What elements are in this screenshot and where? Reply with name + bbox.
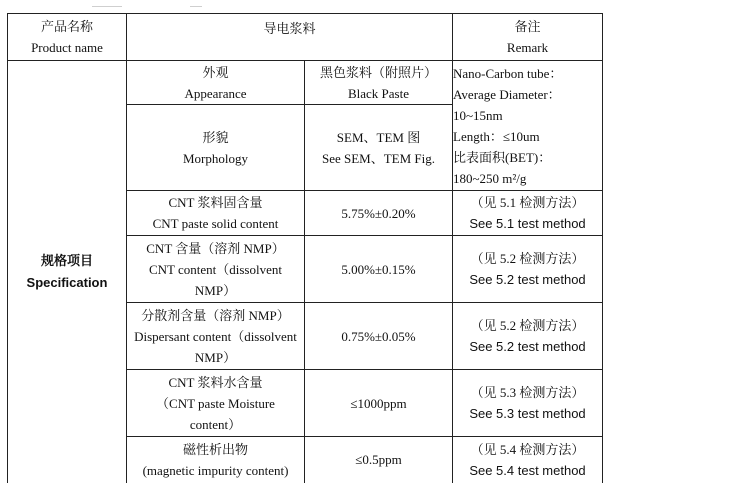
item-label-cn: 形貌 — [202, 129, 229, 145]
value-cell — [305, 236, 453, 303]
item-cell — [127, 105, 305, 191]
remark-note-bet-range: 180~250 m²/g — [453, 171, 527, 186]
item-cell — [127, 61, 305, 105]
remark-cell — [453, 437, 603, 483]
item-label-en: CNT content（dissolvent — [148, 261, 282, 277]
header-remark — [453, 14, 603, 61]
remark-cn: （见 5.3 检测方法） — [470, 385, 585, 400]
item-label-en: Dispersant content（dissolvent — [134, 328, 297, 344]
header-row — [8, 14, 603, 61]
remark-cn: （见 5.2 检测方法） — [470, 318, 585, 333]
item-label-en-cont: content） — [189, 416, 242, 432]
item-label-en: （CNT paste Moisture — [156, 395, 275, 411]
value-cell — [305, 370, 453, 437]
value-cn: 黑色浆料（附照片） — [319, 64, 437, 80]
value: 5.75%±0.20% — [341, 205, 416, 221]
remark-en: See 5.4 test method — [469, 462, 586, 478]
remark-note-cell — [453, 61, 603, 191]
header-product-name-cn: 产品名称 — [40, 19, 93, 34]
remark-note-line: Nano-Carbon tube： — [453, 66, 563, 81]
header-product-name-en: Product name — [31, 40, 103, 55]
item-label-cn: 磁性析出物 — [182, 441, 248, 457]
header-product-name — [8, 14, 127, 61]
spec-title-cn: 规格项目 — [40, 252, 93, 268]
item-cell — [127, 303, 305, 370]
item-label-en: CNT paste solid content — [152, 216, 279, 231]
scan-artifact — [92, 6, 122, 7]
header-product-value — [127, 14, 453, 61]
remark-cn: （见 5.2 检测方法） — [470, 251, 585, 266]
header-remark-en: Remark — [506, 40, 549, 55]
remark-note-line: Length：≤10um — [453, 129, 540, 144]
value-en: See SEM、TEM Fig. — [321, 150, 436, 166]
remark-note-line — [453, 168, 602, 189]
value: ≤0.5ppm — [355, 452, 402, 468]
remark-cell — [453, 303, 603, 370]
item-label-cn: CNT 含量（溶剂 NMP） — [146, 240, 285, 256]
remark-note-line: 10~15nm — [453, 108, 503, 123]
item-label-en-cont: NMP） — [194, 282, 237, 298]
value: 5.00%±0.15% — [341, 261, 416, 277]
remark-cn: （见 5.4 检测方法） — [470, 441, 585, 457]
value-cell — [305, 437, 453, 483]
item-cell — [127, 370, 305, 437]
value: 0.75%±0.05% — [341, 328, 416, 344]
value-cell — [305, 303, 453, 370]
spec-title-cell — [8, 61, 127, 483]
item-label-en: Appearance — [184, 85, 247, 101]
item-label-cn: CNT 浆料固含量 — [168, 195, 263, 210]
scan-artifact — [190, 6, 202, 7]
remark-cell — [453, 370, 603, 437]
value-en: Black Paste — [347, 85, 409, 101]
item-cell — [127, 191, 305, 236]
remark-cell — [453, 236, 603, 303]
remark-en: See 5.3 test method — [469, 406, 586, 421]
remark-en: See 5.2 test method — [469, 339, 586, 354]
value-cell — [305, 191, 453, 236]
item-label-en: Morphology — [183, 150, 248, 166]
item-cell — [127, 236, 305, 303]
remark-en: See 5.2 test method — [469, 272, 586, 287]
item-label-cn: CNT 浆料水含量 — [168, 374, 263, 390]
value: ≤1000ppm — [350, 395, 407, 411]
remark-en: See 5.1 test method — [469, 216, 586, 231]
header-remark-cn: 备注 — [514, 19, 541, 34]
item-label-cn: 分散剂含量（溶剂 NMP） — [141, 307, 290, 323]
item-label-en-cont: NMP） — [194, 349, 237, 365]
remark-cell — [453, 191, 603, 236]
value-cn: SEM、TEM 图 — [336, 129, 421, 145]
specification-table — [7, 13, 603, 483]
item-label-en: (magnetic impurity content) — [142, 462, 289, 478]
value-cell — [305, 105, 453, 191]
remark-cn: （见 5.1 检测方法） — [470, 195, 585, 210]
table-row — [8, 61, 603, 105]
value-cell — [305, 61, 453, 105]
remark-note-line: Average Diameter： — [453, 87, 561, 102]
remark-note-line: 比表面积(BET)： — [453, 150, 552, 165]
header-main-cn: 导电浆料 — [263, 21, 316, 36]
spec-title-en: Specification — [26, 274, 108, 290]
item-cell — [127, 437, 305, 483]
item-label-cn: 外观 — [202, 64, 229, 80]
